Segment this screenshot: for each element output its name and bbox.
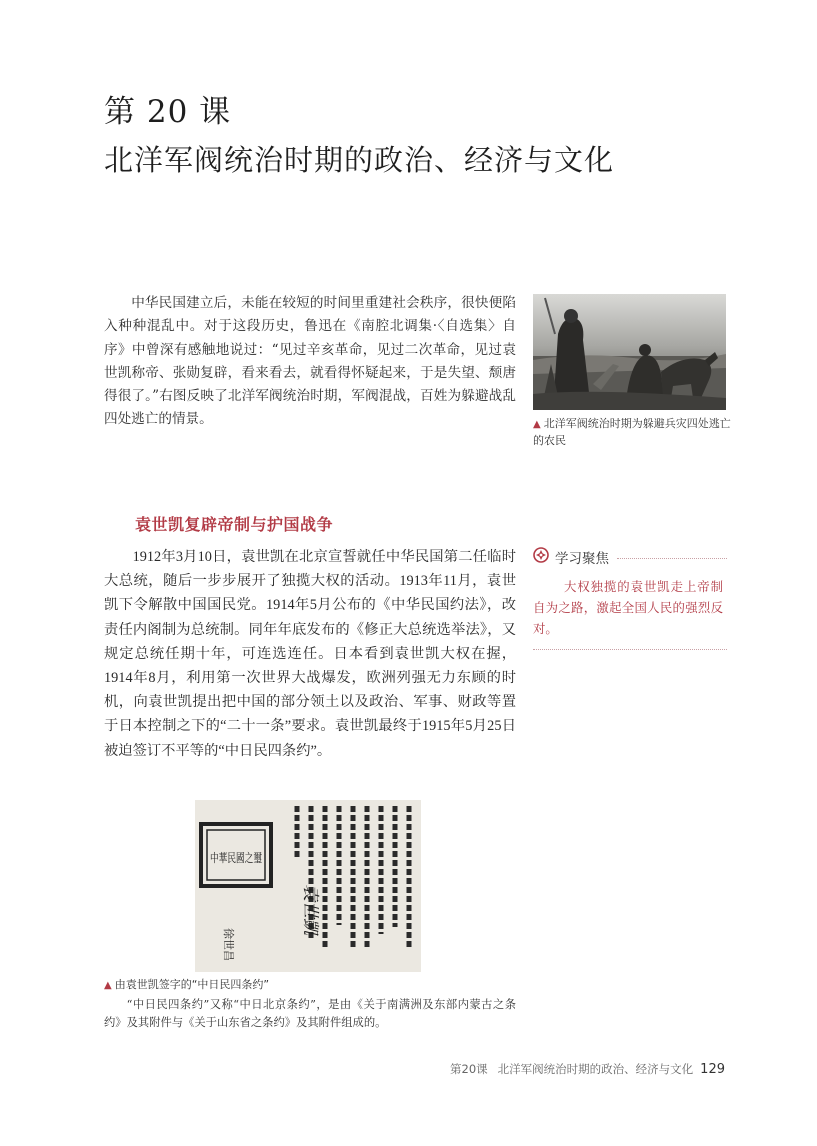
focus-divider (617, 558, 727, 559)
seal-text: 中華民國之璽 (210, 851, 283, 865)
lesson-number: 第 20 课 (104, 94, 232, 130)
section-body: 1912年3月10日，袁世凯在北京宣誓就任中华民国第二任临时大总统，随后一步步展开了独揽大权的活动。1913年11月，袁世凯下令解散中国国民党。1914年5月公布的《中华民国约法》，改责任内阁制为总统制。同年年底发布的《修正大总统选举法》，又规定总统任期十年，可连选连任。日本看到袁世凯大权在握，1914年8月，利用第一次世界大战爆发，欧洲列强无力东顾的时机，向袁世凯提出把中国的部分领土以及政治、军事、财政等置于日本控制之下的“二十一条”要求。袁世凯最终于1915年5月25日被迫签订不平等的“中日民四条约”。 (104, 549, 516, 759)
learning-focus-title: 学习聚焦 (555, 551, 609, 567)
refugee-photo (533, 294, 726, 410)
document-note: “中日民四条约”又称“中日北京条约”，是由《关于南满洲及东部内蒙古之条约》及其附件与《关于山东省之条约》及其附件组成的。 (104, 998, 516, 1029)
focus-flower-icon (533, 547, 549, 567)
lesson-title: 北洋军阀统治时期的政治、经济与文化 (104, 143, 615, 177)
treaty-document-graphic (195, 800, 421, 972)
section-heading: 袁世凯复辟帝制与护国战争 (135, 515, 334, 534)
page-footer (450, 1061, 725, 1077)
document-caption-text: 由袁世凯签字的“中日民四条约” (114, 978, 270, 991)
signature2-text: 徐世昌 (222, 928, 235, 961)
photo-caption-text: 北洋军阀统治时期为躲避兵灾四处逃亡的农民 (533, 417, 731, 447)
triangle-marker-icon: ▲ (104, 980, 112, 991)
page-number: 129 (700, 1062, 725, 1077)
treaty-document-image (195, 800, 421, 972)
learning-focus-text: 大权独揽的袁世凯走上帝制自为之路，激起全国人民的强烈反对。 (533, 579, 723, 636)
footer-chapter: 北洋军阀统治时期的政治、经济与文化 (497, 1062, 694, 1076)
focus-bottom-rule (533, 649, 727, 650)
learning-focus-header (533, 546, 727, 568)
photo-caption (533, 416, 733, 449)
refugee-photo-graphic (533, 294, 726, 410)
document-caption (104, 977, 524, 994)
footer-lesson: 第20课 (450, 1062, 488, 1076)
learning-focus-box (533, 546, 727, 650)
intro-paragraph: 中华民国建立后，未能在较短的时间里重建社会秩序，很快便陷入种种混乱中。对于这段历史，鲁迅在《南腔北调集·〈自选集〉自序》中曾深有感触地说过：“见过辛亥革命，见过二次革命，见过袁世凯称帝、张勋复辟，看来看去，就看得怀疑起来，于是失望、颓唐得很了。”右图反映了北洋军阀统治时期，军阀混战，百姓为躲避战乱四处逃亡的情景。 (104, 295, 516, 428)
triangle-marker-icon: ▲ (533, 419, 541, 430)
signature-text: 袁世凱 (300, 884, 320, 935)
